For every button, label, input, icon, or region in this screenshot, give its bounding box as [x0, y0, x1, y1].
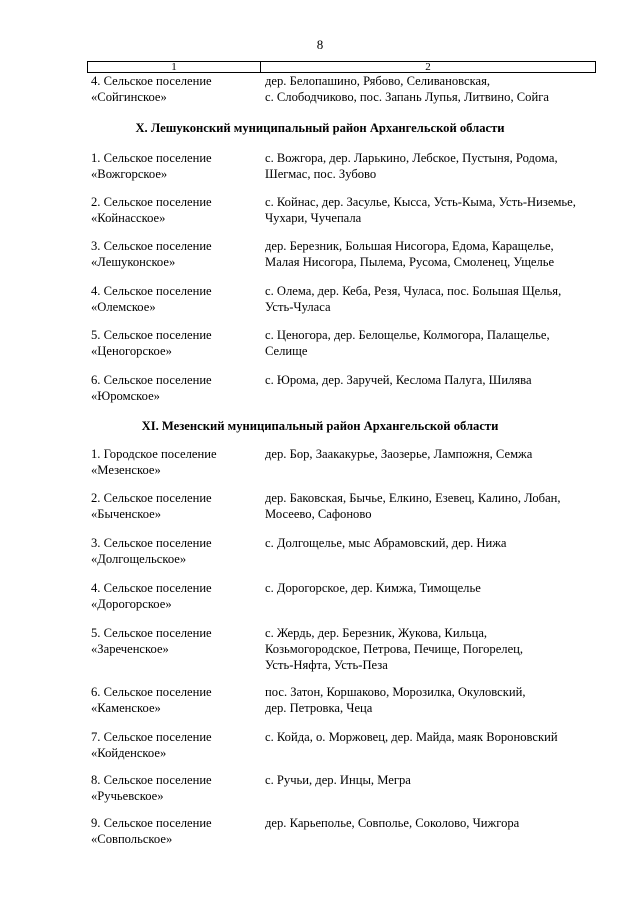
settlement-places: с. Ценогора, дер. Белощелье, Колмогора, Палащелье, Селище: [265, 328, 550, 358]
settlement-name: 1. Городское поселение «Мезенское»: [91, 447, 217, 477]
settlement-places: с. Олема, дер. Кеба, Резя, Чуласа, пос. Большая Щелья, Усть-Чуласа: [265, 284, 562, 314]
settlement-places: с. Вожгора, дер. Ларькино, Лебское, Пустыня, Родома, Шегмас, пос. Зубово: [265, 151, 558, 181]
settlement-places: с. Койнас, дер. Засулье, Кысса, Усть-Кыма, Усть-Низемье, Чухари, Чучепала: [265, 195, 576, 225]
settlement-name: 6. Сельское поселение «Юромское»: [91, 373, 212, 403]
section-heading-x: X. Лешуконский муниципальный район Архангельской области: [135, 121, 505, 135]
settlement-places: с. Жердь, дер. Березник, Жукова, Кильца, Козьмогородское, Петрова, Печище, Погорелец, Усть-Няфта, Усть-Пеза: [265, 626, 524, 672]
settlement-name: 4. Сельское поселение «Дорогорское»: [91, 581, 212, 611]
settlement-name: 8. Сельское поселение «Ручьевское»: [91, 773, 212, 803]
settlement-places: пос. Затон, Коршаково, Морозилка, Окуловский, дер. Петровка, Чеца: [265, 685, 526, 715]
settlement-name: 4. Сельское поселение «Олемское»: [91, 284, 212, 314]
column-header-1: 1: [88, 62, 261, 73]
page-number: 8: [316, 37, 324, 52]
settlement-name: 9. Сельское поселение «Совпольское»: [91, 816, 212, 846]
settlement-name: 3. Сельское поселение «Долгощельское»: [91, 536, 212, 566]
settlement-name: 2. Сельское поселение «Быченское»: [91, 491, 212, 521]
settlement-places: дер. Бор, Заакакурье, Заозерье, Лампожня, Семжа: [265, 447, 533, 461]
settlement-places: дер. Березник, Большая Нисогора, Едома, Каращелье, Малая Нисогора, Пылема, Русома, Смоленец, Ущелье: [265, 239, 555, 269]
settlement-places: с. Дорогорское, дер. Кимжа, Тимощелье: [265, 581, 481, 595]
settlement-name: 6. Сельское поселение «Каменское»: [91, 685, 212, 715]
column-header-table: [87, 61, 596, 73]
settlement-name: 3. Сельское поселение «Лешуконское»: [91, 239, 212, 269]
settlement-places: с. Ручьи, дер. Инцы, Мегра: [265, 773, 411, 787]
settlement-name: 5. Сельское поселение «Зареченское»: [91, 626, 212, 656]
settlement-places: дер. Баковская, Бычье, Елкино, Езевец, Калино, Лобан, Мосеево, Сафоново: [265, 491, 561, 521]
settlement-name: 1. Сельское поселение «Вожгорское»: [91, 151, 212, 181]
settlement-places: дер. Белопашино, Рябово, Селивановская, с. Слободчиково, пос. Запань Лупья, Литвино, Сойга: [265, 74, 549, 104]
settlement-places: с. Койда, о. Моржовец, дер. Майда, маяк Вороновский: [265, 730, 558, 744]
settlement-places: с. Долгощелье, мыс Абрамовский, дер. Нижа: [265, 536, 507, 550]
column-header-2: 2: [261, 62, 596, 73]
settlement-name: 4. Сельское поселение «Сойгинское»: [91, 74, 212, 104]
section-heading-xi: XI. Мезенский муниципальный район Архангельской области: [141, 419, 499, 433]
settlement-places: дер. Карьеполье, Совполье, Соколово, Чижгора: [265, 816, 520, 830]
settlement-name: 5. Сельское поселение «Ценогорское»: [91, 328, 212, 358]
settlement-name: 2. Сельское поселение «Койнасское»: [91, 195, 212, 225]
settlement-places: с. Юрома, дер. Заручей, Кеслома Палуга, Шилява: [265, 373, 532, 387]
settlement-name: 7. Сельское поселение «Койденское»: [91, 730, 212, 760]
